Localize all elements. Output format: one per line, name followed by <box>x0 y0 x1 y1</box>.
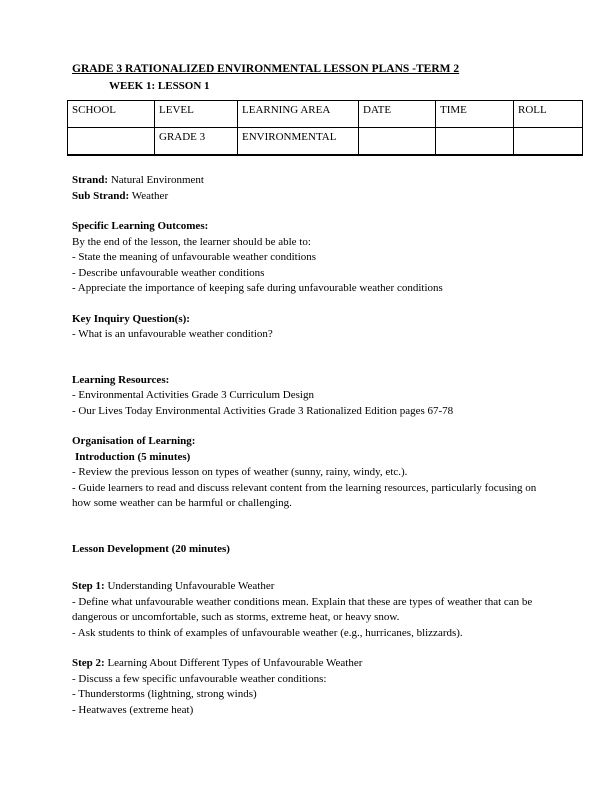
table-value-row <box>68 128 583 156</box>
sub-strand-label: Sub Strand: <box>72 189 130 202</box>
table-header-learning-area: LEARNING AREA <box>238 101 359 128</box>
step1-label: Step 1: <box>72 580 105 592</box>
organisation-item: - Review the previous lesson on types of weather (sunny, rainy, windy, etc.). <box>72 466 408 478</box>
lesson-development-section <box>72 542 542 558</box>
resource-item: - Our Lives Today Environmental Activities Grade 3 Rationalized Edition pages 67-78 <box>72 404 454 417</box>
step2-label: Step 2: <box>72 657 105 669</box>
resources-heading: Learning Resources: <box>72 373 170 386</box>
outcome-item: - State the meaning of unfavourable weather conditions <box>72 251 317 263</box>
resources-section <box>72 373 542 420</box>
outcomes-section <box>72 219 542 297</box>
organisation-item: - Guide learners to read and discuss relevant content from the learning resources, particularly focusing on how some weather can be harmful or challenging. <box>72 481 537 509</box>
step1-title: Understanding Unfavourable Weather <box>107 580 275 592</box>
key-inquiry-item: - What is an unfavourable weather condition? <box>72 328 273 340</box>
week-subtitle: WEEK 1: LESSON 1 <box>109 80 210 92</box>
table-cell-level: GRADE 3 <box>155 128 238 156</box>
step2-item: - Discuss a few specific unfavourable weather conditions: <box>72 672 327 685</box>
organisation-heading: Organisation of Learning: <box>72 435 196 447</box>
table-header-row <box>68 101 583 128</box>
step2-title-line <box>72 656 542 672</box>
key-inquiry-heading: Key Inquiry Question(s): <box>72 312 190 325</box>
organisation-section <box>72 434 542 512</box>
sub-strand-text: Weather <box>131 189 169 202</box>
table-cell-learning-area: ENVIRONMENTAL <box>238 128 359 156</box>
strand-text: Natural Environment <box>110 174 204 186</box>
step1-item: - Define what unfavourable weather conditions mean. Explain that these are types of weather that can be dangerous or uncomfortable, such as storms, extreme heat, or heavy snow. <box>72 595 533 623</box>
step1-title-line <box>72 579 542 595</box>
resource-item: - Environmental Activities Grade 3 Curriculum Design <box>72 389 314 401</box>
table-cell-roll <box>514 128 583 156</box>
outcomes-intro: By the end of the lesson, the learner should be able to: <box>72 235 311 248</box>
step2-item: - Thunderstorms (lightning, strong winds) <box>72 688 257 700</box>
step1-item: - Ask students to think of examples of unfavourable weather (e.g., hurricanes, blizzards). <box>72 626 463 639</box>
strand-line <box>72 173 542 189</box>
outcomes-heading: Specific Learning Outcomes: <box>72 220 209 232</box>
strand-label: Strand: <box>72 174 109 186</box>
sub-strand-line <box>72 189 542 205</box>
outcome-item: - Appreciate the importance of keeping safe during unfavourable weather conditions <box>72 282 443 294</box>
key-inquiry-section <box>72 312 542 343</box>
table-cell-date <box>359 128 436 156</box>
table-header-school: SCHOOL <box>68 101 155 128</box>
step1-section <box>72 579 542 641</box>
table-header-level: LEVEL <box>155 101 238 128</box>
lesson-header-table <box>67 100 583 156</box>
lesson-development-heading: Lesson Development (20 minutes) <box>72 542 230 555</box>
document-body <box>72 173 542 718</box>
outcome-item: - Describe unfavourable weather conditions <box>72 266 265 279</box>
table-header-date: DATE <box>359 101 436 128</box>
introduction-heading: Introduction (5 minutes) <box>75 450 191 463</box>
table-cell-time <box>436 128 514 156</box>
table-header-roll: ROLL <box>514 101 583 128</box>
document-title: GRADE 3 RATIONALIZED ENVIRONMENTAL LESSON PLANS -TERM 2 <box>72 63 460 75</box>
step2-title: Learning About Different Types of Unfavourable Weather <box>107 657 363 669</box>
step2-section <box>72 656 542 718</box>
step2-item: - Heatwaves (extreme heat) <box>72 703 194 716</box>
table-header-time: TIME <box>436 101 514 128</box>
table-cell-school <box>68 128 155 156</box>
